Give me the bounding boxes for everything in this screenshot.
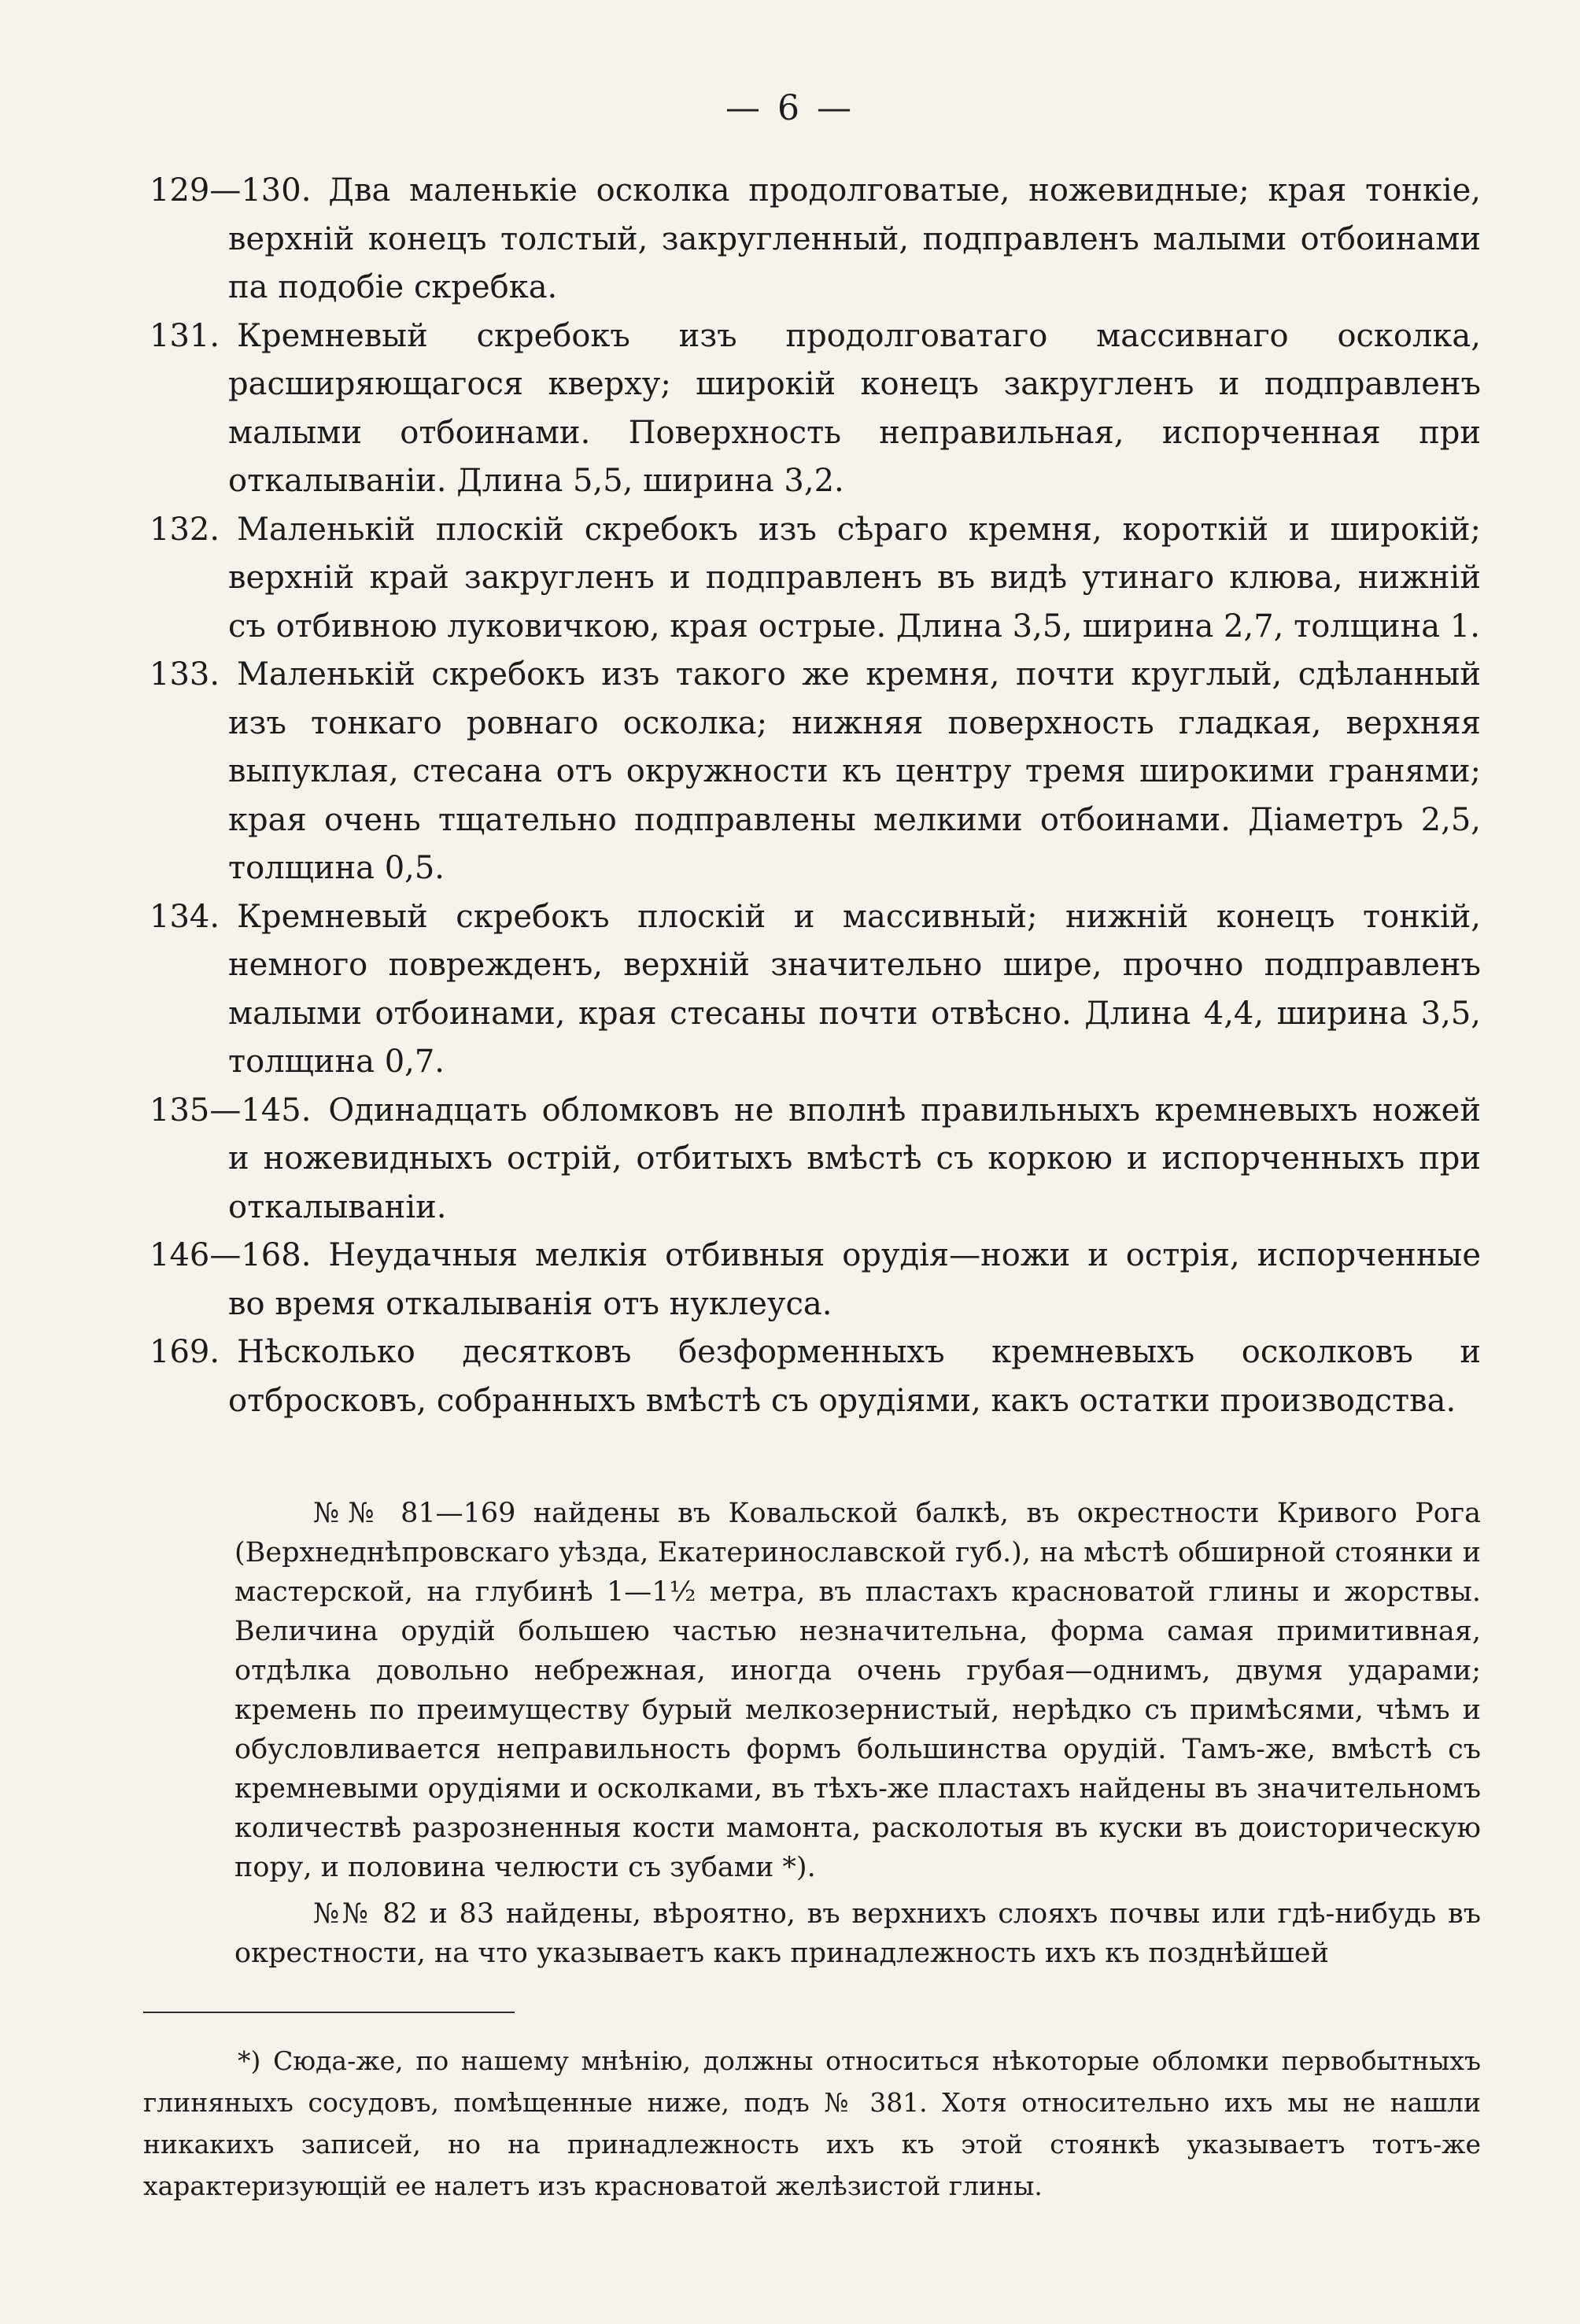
catalog-entry	[150, 167, 1481, 312]
page-number: — 6 —	[725, 88, 855, 128]
catalog-entry	[150, 1328, 1481, 1425]
footnotes	[143, 2040, 1481, 2207]
entry-number: 132.	[150, 511, 220, 548]
catalog-entry	[150, 506, 1481, 652]
entry-text: Два маленькіе осколка продолговатые, ножевидные; края тонкіе, верхній конецъ толстый, закругленный, подправленъ малыми отбоинами па подобіе скребка.	[228, 172, 1481, 305]
entry-text: Маленькій скребокъ изъ такого же кремня, почти круглый, сдѣланный изъ тонкаго ровнаго осколка; нижняя поверхность гладкая, верхняя выпуклая, стесана отъ окружности къ центру тремя широкими гранями; края очень тщательно подправлены мелкими отбоинами. Діаметръ 2,5, толщина 0,5.	[228, 656, 1481, 886]
entry-number: 135—145.	[150, 1092, 312, 1129]
entry-number: 169.	[150, 1334, 220, 1370]
find-notes	[234, 1494, 1481, 1973]
entry-text: Нѣсколько десятковъ безформенныхъ кремневыхъ осколковъ и отбросковъ, собранныхъ вмѣстѣ съ орудіями, какъ остатки производства.	[228, 1334, 1481, 1419]
entry-text: Кремневый скребокъ изъ продолговатаго массивнаго осколка, расширяющагося кверху; широкій конецъ закругленъ и подправленъ малыми отбоинами. Поверхность неправильная, испорченная при откалываніи. Длина 5,5, ширина 3,2.	[228, 317, 1481, 499]
footnote: *) Сюда-же, по нашему мнѣнію, должны относиться нѣкоторые обломки первобытныхъ глиняныхъ сосудовъ, помѣщенные ниже, подъ № 381. Хотя относительно ихъ мы не нашли никакихъ записей, но на принадлежность ихъ къ этой стоянкѣ указываетъ тотъ-же характеризующій ее налетъ изъ красноватой желѣзистой глины.	[143, 2045, 1481, 2201]
catalog-entry	[150, 1087, 1481, 1232]
catalog-entry	[150, 893, 1481, 1087]
entry-text: Кремневый скребокъ плоскій и массивный; нижній конецъ тонкій, немного поврежденъ, верхній значительно шире, прочно подправленъ малыми отбоинами, края стесаны почти отвѣсно. Длина 4,4, ширина 3,5, толщина 0,7.	[228, 898, 1481, 1080]
entry-number: 133.	[150, 656, 220, 693]
entry-number: 129—130.	[150, 172, 312, 209]
entry-number: 146—168.	[150, 1237, 312, 1273]
catalog-entry	[150, 1232, 1481, 1328]
entry-number: 134.	[150, 898, 220, 935]
note-paragraph: №№ 81—169 найдены въ Ковальской балкѣ, въ окрестности Кривого Рога (Верхнеднѣпровскаго уѣзда, Екатеринославской губ.), на мѣстѣ обширной стоянки и мастерской, на глубинѣ 1—1½ метра, въ пластахъ красноватой глины и жорствы. Величина орудій большею частью незначительна, форма самая примитивная, отдѣлка довольно небрежная, иногда очень грубая—однимъ, двумя ударами; кремень по преимуществу бурый мелкозернистый, нерѣдко съ примѣсями, чѣмъ и обусловливается неправильность формъ большинства орудій. Тамъ-же, вмѣстѣ съ кремневыми орудіями и осколками, въ тѣхъ-же пластахъ найдены въ значительномъ количествѣ разрозненныя кости мамонта, расколотыя въ куски въ доисторическую пору, и половина челюсти съ зубами *).	[234, 1498, 1481, 1883]
catalog-entry	[150, 651, 1481, 893]
entry-number: 131.	[150, 317, 220, 354]
entry-text: Одинадцать обломковъ не вполнѣ правильныхъ кремневыхъ ножей и ножевидныхъ острій, отбитыхъ вмѣстѣ съ коркою и испорченныхъ при откалываніи.	[228, 1092, 1481, 1225]
note-paragraph: №№ 82 и 83 найдены, вѣроятно, въ верхнихъ слояхъ почвы или гдѣ-нибудь въ окрестности, на что указываетъ какъ принадлежность ихъ къ позднѣйшей	[234, 1898, 1481, 1969]
entry-text: Неудачныя мелкія отбивныя орудія—ножи и острія, испорченные во время откалыванія отъ нуклеуса.	[228, 1237, 1481, 1322]
entry-text: Маленькій плоскій скребокъ изъ сѣраго кремня, короткій и широкій; верхній край закругленъ и подправленъ въ видѣ утинаго клюва, нижній съ отбивною луковичкою, края острые. Длина 3,5, ширина 2,7, толщина 1.	[228, 511, 1481, 645]
catalog-entry	[150, 312, 1481, 506]
footnote-divider	[143, 2012, 515, 2013]
catalog-entries	[150, 167, 1481, 1425]
